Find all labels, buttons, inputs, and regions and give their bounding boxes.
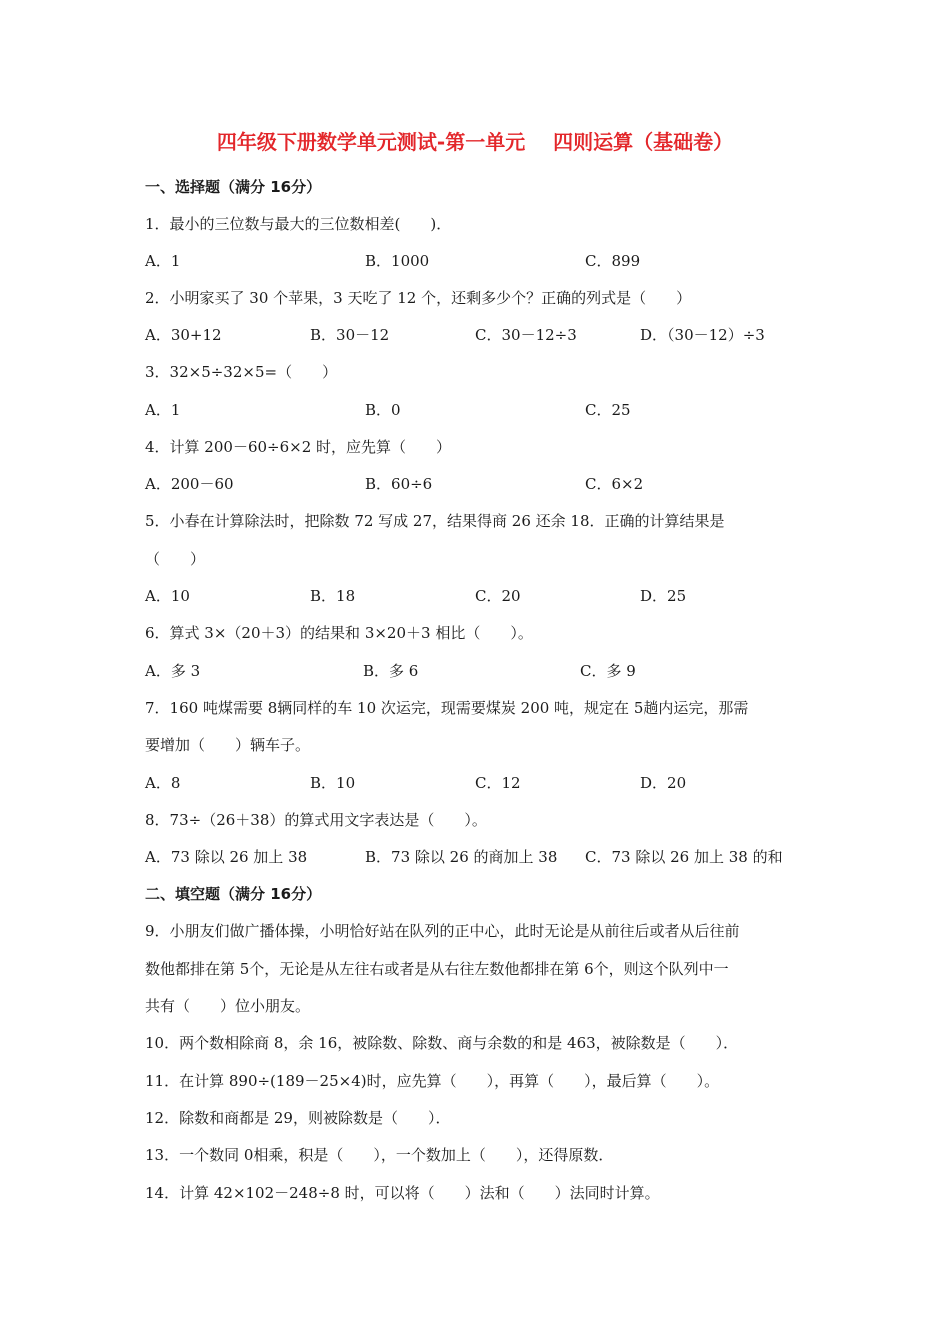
section-heading-fill-in: 二、填空题（满分 16分）: [145, 885, 322, 903]
options-q3: [145, 399, 825, 419]
question-3: 3．32×5÷32×5=（ ）: [145, 363, 338, 381]
option-a: A．多 3: [145, 662, 201, 680]
question-5-line-2: （ ）: [145, 550, 206, 568]
option-a: A．30+12: [145, 326, 222, 344]
question-6: 6．算式 3×（20＋3）的结果和 3×20＋3 相比（ ）。: [145, 624, 533, 642]
question-12: 12．除数和商都是 29，则被除数是（ ）．: [145, 1109, 451, 1127]
question-13: 13．一个数同 0相乘，积是（ ），一个数加上（ ），还得原数．: [145, 1146, 614, 1164]
options-q6: [145, 660, 825, 680]
options-q4: [145, 473, 825, 493]
option-d: D．20: [640, 774, 687, 792]
option-a: A．8: [145, 774, 181, 792]
option-a: A．1: [145, 252, 181, 270]
option-c: C．25: [585, 401, 631, 419]
question-10: 10．两个数相除商 8，余 16，被除数、除数、商与余数的和是 463，被除数是（ ）．: [145, 1034, 739, 1052]
option-c: C．20: [475, 587, 521, 605]
question-11: 11．在计算 890÷(189－25×4)时，应先算（ ），再算（ ），最后算（ ）。: [145, 1072, 720, 1090]
option-b: B．多 6: [363, 662, 419, 680]
question-7-line-1: 7．160 吨煤需要 8辆同样的车 10 次运完，现需要煤炭 200 吨，规定在 5趟内运完，那需: [145, 699, 749, 717]
option-b: B．1000: [365, 252, 430, 270]
option-b: B．60÷6: [365, 475, 433, 493]
options-q1: [145, 250, 825, 270]
options-q5: [145, 585, 825, 605]
option-b: B．0: [365, 401, 401, 419]
option-a: A．10: [145, 587, 190, 605]
option-c: C．12: [475, 774, 521, 792]
option-b: B．18: [310, 587, 356, 605]
option-d: D．（30－12）÷3: [640, 326, 765, 344]
options-q8: [145, 846, 825, 866]
options-q2: [145, 324, 825, 344]
question-2: 2．小明家买了 30 个苹果，3 天吃了 12 个，还剩多少个？正确的列式是（ ）: [145, 289, 692, 307]
option-d: D．25: [640, 587, 687, 605]
page-title: 四年级下册数学单元测试-第一单元 四则运算（基础卷）: [216, 130, 734, 154]
option-a: A．73 除以 26 加上 38: [145, 848, 308, 866]
question-14: 14．计算 42×102－248÷8 时，可以将（ ）法和（ ）法同时计算。: [145, 1184, 660, 1202]
question-9-line-1: 9．小朋友们做广播体操，小明恰好站在队列的正中心，此时无论是从前往后或者从后往前: [145, 922, 740, 940]
option-b: B．30－12: [310, 326, 390, 344]
option-c: C．多 9: [580, 662, 636, 680]
section-heading-choice: 一、选择题（满分 16分）: [145, 178, 322, 196]
option-a: A．200－60: [145, 475, 234, 493]
question-7-line-2: 要增加（ ）辆车子。: [145, 736, 311, 754]
options-q7: [145, 772, 825, 792]
question-1: 1．最小的三位数与最大的三位数相差( )．: [145, 215, 452, 233]
option-c: C．30－12÷3: [475, 326, 577, 344]
question-9-line-2: 数他都排在第 5个，无论是从左往右或者是从右往左数他都排在第 6个，则这个队列中一: [145, 960, 729, 978]
option-c: C．73 除以 26 加上 38 的和: [585, 848, 783, 866]
option-b: B．73 除以 26 的商加上 38: [365, 848, 558, 866]
question-4: 4．计算 200－60÷6×2 时，应先算（ ）: [145, 438, 452, 456]
option-b: B．10: [310, 774, 356, 792]
option-c: C．6×2: [585, 475, 644, 493]
question-8: 8．73÷（26＋38）的算式用文字表达是（ ）。: [145, 811, 487, 829]
option-a: A．1: [145, 401, 181, 419]
question-9-line-3: 共有（ ）位小朋友。: [145, 997, 311, 1015]
question-5-line-1: 5．小春在计算除法时，把除数 72 写成 27，结果得商 26 还余 18．正确的计算结果是: [145, 512, 725, 530]
option-c: C．899: [585, 252, 641, 270]
